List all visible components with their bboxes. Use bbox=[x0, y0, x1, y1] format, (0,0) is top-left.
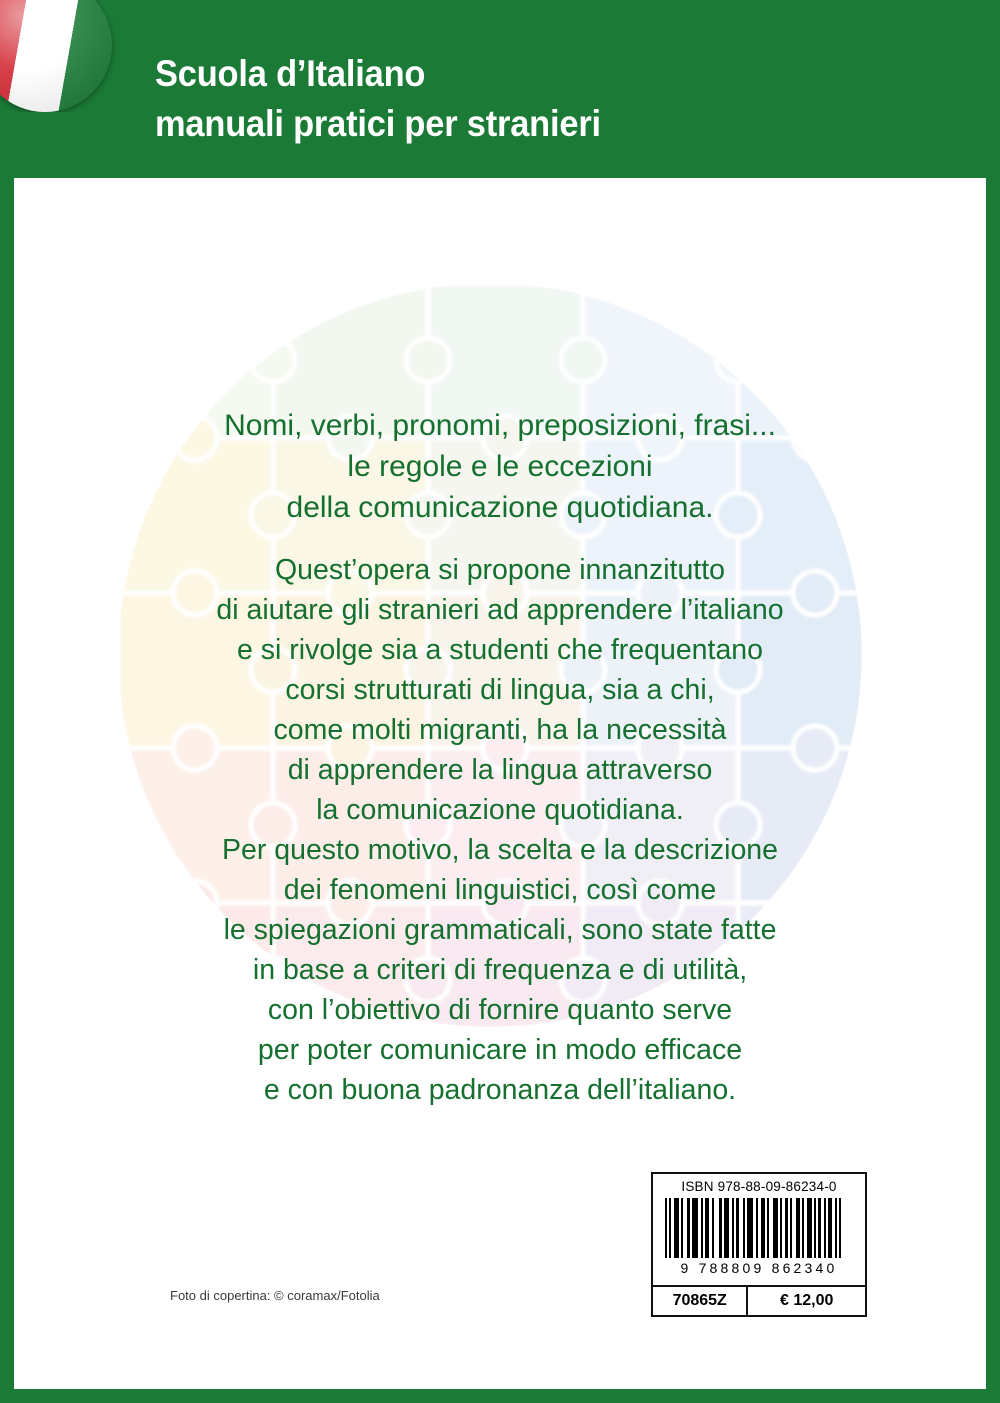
price-row bbox=[653, 1285, 865, 1315]
series-title bbox=[155, 52, 955, 146]
series-title-line-1: Scuola d’Italiano bbox=[155, 53, 426, 94]
series-title-line-2: manuali pratici per stranieri bbox=[155, 103, 601, 144]
ean13-barcode-graphic bbox=[665, 1198, 853, 1258]
description-line: per poter comunicare in modo efficace bbox=[257, 1034, 743, 1066]
description-line: le spiegazioni grammaticali, sono state fatte bbox=[223, 914, 777, 946]
price-value: € 12,00 bbox=[779, 1292, 834, 1309]
description-line: dei fenomeni linguistici, così come bbox=[283, 874, 717, 906]
italian-flag-roundel-icon bbox=[0, 0, 124, 112]
description-line: come molti migranti, ha la necessità bbox=[273, 714, 727, 746]
description-line: Per questo motivo, la scelta e la descrizione bbox=[221, 834, 779, 866]
back-cover-copy bbox=[100, 405, 900, 1110]
description-line: di apprendere la lingua attraverso bbox=[287, 754, 713, 786]
lead-line-1: Nomi, verbi, pronomi, preposizioni, frasi... bbox=[224, 409, 776, 442]
description-line: la comunicazione quotidiana. bbox=[316, 794, 684, 826]
lead-line-3: della comunicazione quotidiana. bbox=[286, 491, 714, 524]
description-line: e con buona padronanza dell’italiano. bbox=[263, 1074, 737, 1106]
description-line: e si rivolge sia a studenti che frequentano bbox=[237, 634, 763, 666]
description-line: di aiutare gli stranieri ad apprendere l’italiano bbox=[216, 594, 784, 626]
description-paragraph bbox=[100, 550, 900, 1110]
cover-header-band bbox=[0, 0, 1000, 178]
description-line: con l’obiettivo di fornire quanto serve bbox=[267, 994, 733, 1026]
lead-paragraph bbox=[100, 405, 900, 528]
description-line: in base a criteri di frequenza e di utilità, bbox=[252, 954, 748, 986]
lead-line-2: le regole e le eccezioni bbox=[347, 450, 653, 483]
barcode-block bbox=[651, 1172, 867, 1317]
description-line: corsi strutturati di lingua, sia a chi, bbox=[285, 674, 715, 706]
product-code: 70865Z bbox=[653, 1287, 748, 1315]
isbn-label: ISBN 978-88-09-86234-0 bbox=[681, 1179, 837, 1194]
photo-credit: Foto di copertina: © coramax/Fotolia bbox=[170, 1288, 380, 1303]
description-line: Quest’opera si propone innanzitutto bbox=[275, 554, 725, 586]
ean-digits: 9 788809 862340 bbox=[680, 1260, 838, 1276]
